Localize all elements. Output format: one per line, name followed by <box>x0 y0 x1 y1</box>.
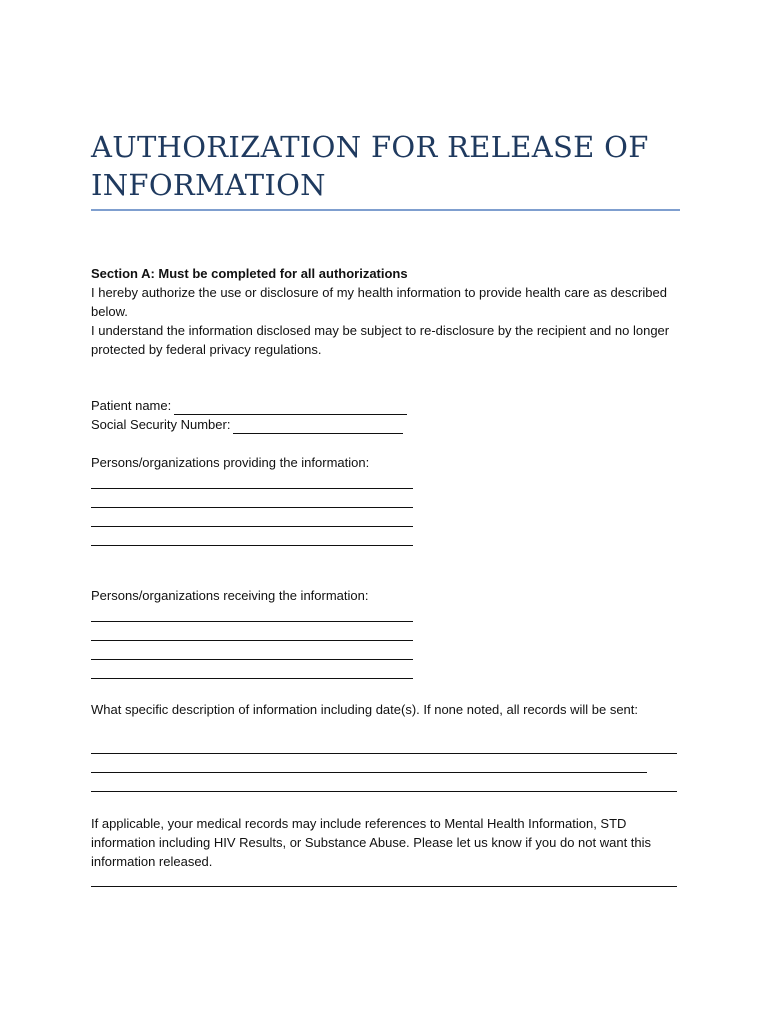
description-line-1[interactable] <box>91 753 677 754</box>
ssn-row <box>91 415 403 434</box>
patient-name-field[interactable] <box>174 400 407 415</box>
receivers-line-4[interactable] <box>91 678 413 679</box>
sensitive-info-line[interactable] <box>91 886 677 887</box>
receivers-line-1[interactable] <box>91 621 413 622</box>
receivers-line-2[interactable] <box>91 640 413 641</box>
description-label: What specific description of information including date(s). If none noted, all records will be sent: <box>91 702 638 717</box>
providers-line-2[interactable] <box>91 507 413 508</box>
section-a <box>91 264 681 359</box>
providers-line-1[interactable] <box>91 488 413 489</box>
providers-line-3[interactable] <box>91 526 413 527</box>
ssn-label: Social Security Number: <box>91 417 231 432</box>
redisclosure-statement: I understand the information disclosed may be subject to re-disclosure by the recipient and no longer protected by federal privacy regulations. <box>91 323 670 357</box>
description-line-3[interactable] <box>91 791 677 792</box>
receivers-line-3[interactable] <box>91 659 413 660</box>
sensitive-info-notice: If applicable, your medical records may include references to Mental Health Information, STD information including HIV Results, or Substance Abuse. Please let us know if you do not want this information released. <box>91 816 652 869</box>
description-line-2[interactable] <box>91 772 647 773</box>
patient-name-row <box>91 396 407 415</box>
providers-line-4[interactable] <box>91 545 413 546</box>
receivers-label: Persons/organizations receiving the information: <box>91 588 369 603</box>
providers-label: Persons/organizations providing the information: <box>91 455 370 470</box>
section-a-heading: Section A: Must be completed for all authorizations <box>91 266 408 281</box>
authorization-statement: I hereby authorize the use or disclosure of my health information to provide health care as described below. <box>91 285 667 319</box>
ssn-field[interactable] <box>233 419 403 434</box>
form-title: AUTHORIZATION FOR RELEASE OF INFORMATION <box>91 130 649 202</box>
patient-name-label: Patient name: <box>91 398 172 413</box>
title-underline-divider <box>91 209 680 211</box>
